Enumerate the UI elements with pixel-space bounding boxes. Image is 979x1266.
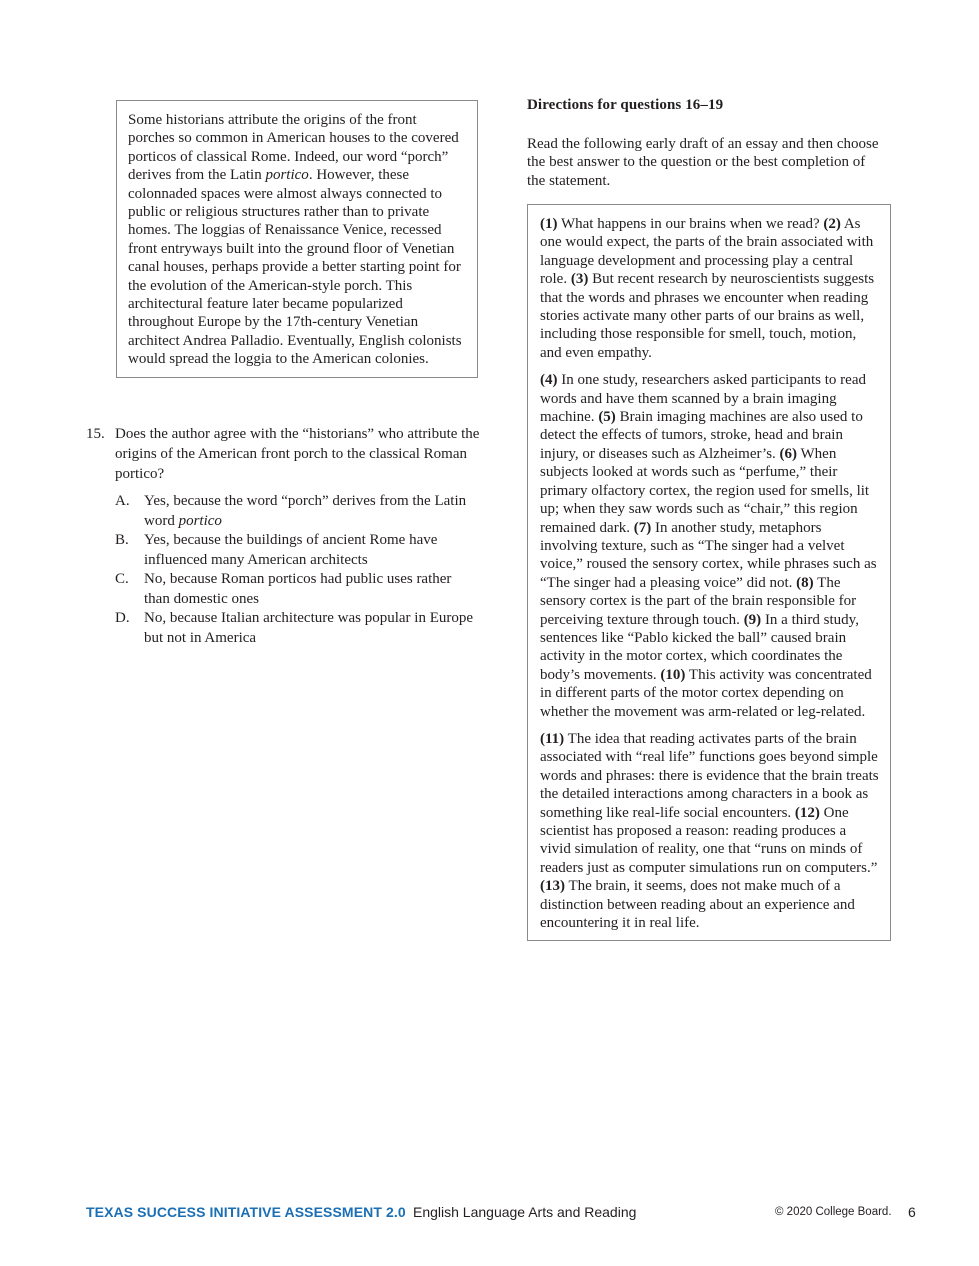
sentence-number: (2) (823, 216, 841, 232)
footer-copyright: © 2020 College Board. (775, 1206, 892, 1218)
passage-italic-term: portico (265, 167, 309, 184)
passage-text-part-2: . However, these colonnaded spaces were almost always connected to public or religious structures rather than to private homes. The loggias of Renaissance Venice, recessed front entryways built into the ground floor of Venetian canal houses, perhaps provide a better starting point for the evolution of the American-style porch. This architectural feature later became popularized throughout Europe by the 17th-century Venetian architect Andrea Palladio. Eventually, English colonists would spread the loggia to the American colonies. (128, 167, 462, 368)
sentence-text: In one study, researchers asked participants to read words and have them scanned by a brain imaging machine. (540, 372, 866, 426)
directions (527, 96, 887, 190)
sentence-text: This activity was concentrated in different parts of the motor cortex depending on whether the movement was arm-related or leg-related. (540, 666, 872, 720)
answer-options (86, 492, 486, 648)
sentence-text: Brain imaging machines are also used to detect the effects of tumors, stroke, head and brain injury, or diseases such as Alzheimer’s. (540, 409, 863, 462)
sentence-number: (10) (660, 666, 686, 683)
essay-paragraph-1 (540, 215, 879, 362)
directions-text: Read the following early draft of an essay and then choose the best answer to the question or the best completion of the statement. (527, 135, 879, 189)
answer-option-b[interactable] (86, 531, 486, 570)
option-text: No, because Roman porticos had public uses rather than domestic ones (144, 571, 452, 607)
question-number: 15. (86, 426, 105, 442)
sentence-text: The idea that reading activates parts of the brain associated with “real life” functions goes beyond simple words and phrases: there is evidence that the brain treats the detailed interactions among characters in a book as something like real-life social encounters. (540, 730, 879, 821)
sentence-number: (6) (779, 445, 798, 462)
sentence-text: What happens in our brains when we read? (557, 216, 824, 232)
option-italic-term: portico (178, 512, 222, 529)
reading-passage-box (116, 100, 478, 378)
answer-option-d[interactable] (86, 609, 486, 648)
option-letter: B. (115, 532, 129, 548)
sentence-number: (4) (540, 372, 558, 389)
sentence-text: The sensory cortex is the part of the brain responsible for perceiving texture through touch. (540, 574, 857, 628)
directions-heading: Directions for questions 16–19 (527, 97, 724, 113)
page-number: 6 (908, 1204, 916, 1220)
option-letter: C. (115, 571, 129, 587)
question-15 (86, 424, 486, 648)
sentence-text: The brain, it seems, does not make much of a distinction between reading about an experience and encountering it in real life. (540, 878, 855, 932)
sentence-number: (3) (570, 271, 589, 288)
sentence-text: In a third study, sentences like “Pablo kicked the ball” caused brain activity in the motor cortex, which coordinates the body’s movements. (540, 611, 859, 683)
essay-paragraph-3 (540, 730, 879, 932)
question-stem: Does the author agree with the “historians” who attribute the origins of the American front porch to the classical Roman portico? (115, 426, 480, 482)
option-text: No, because Italian architecture was popular in Europe but not in America (144, 610, 474, 646)
sentence-text: When subjects looked at words such as “perfume,” their primary olfactory cortex, the region used for smells, lit up; when they saw words such as “chair,” this region remained dark. (540, 445, 870, 536)
essay-draft-box (527, 204, 891, 941)
essay-paragraph-2 (540, 371, 879, 721)
option-letter: D. (115, 610, 130, 626)
sentence-number: (13) (540, 878, 565, 895)
answer-option-a[interactable] (86, 492, 486, 531)
option-letter: A. (115, 493, 130, 509)
sentence-number: (9) (743, 611, 762, 628)
sentence-text: In another study, metaphors involving texture, such as “The singer had a velvet voice,” roused the sensory cortex, while phrases such as “The singer had a pleasing voice” did not. (540, 519, 877, 591)
sentence-text: One scientist has proposed a reason: reading produces a vivid simulation of reality, one that “runs on minds of readers just as computer simulations run on computers.” (540, 804, 878, 876)
option-text: Yes, because the buildings of ancient Rome have influenced many American architects (144, 532, 438, 568)
sentence-number: (5) (598, 409, 616, 426)
sentence-number: (12) (794, 804, 820, 821)
passage-text-part-1: Some historians attribute the origins of the front porches so common in American houses to the covered porticos of classical Rome. Indeed, our word “porch” derives from the Latin (128, 112, 459, 184)
sentence-number: (7) (633, 519, 652, 536)
option-text: Yes, because the word “porch” derives from the Latin word (144, 493, 467, 529)
sentence-number: (1) (540, 216, 558, 232)
footer-assessment-title: TEXAS SUCCESS INITIATIVE ASSESSMENT 2.0 (86, 1204, 406, 1220)
sentence-text: As one would expect, the parts of the brain associated with language development and processing play a central role. (540, 216, 874, 288)
sentence-text: But recent research by neuroscientists suggests that the words and phrases we encounter when reading stories activate many other parts of our brains as well, including those responsible for smell, touch, motion, and even empathy. (540, 271, 875, 361)
footer-subject: English Language Arts and Reading (413, 1204, 637, 1220)
answer-option-c[interactable] (86, 570, 486, 609)
sentence-number: (8) (796, 574, 814, 591)
page-footer (86, 1204, 921, 1226)
sentence-number: (11) (540, 730, 565, 747)
